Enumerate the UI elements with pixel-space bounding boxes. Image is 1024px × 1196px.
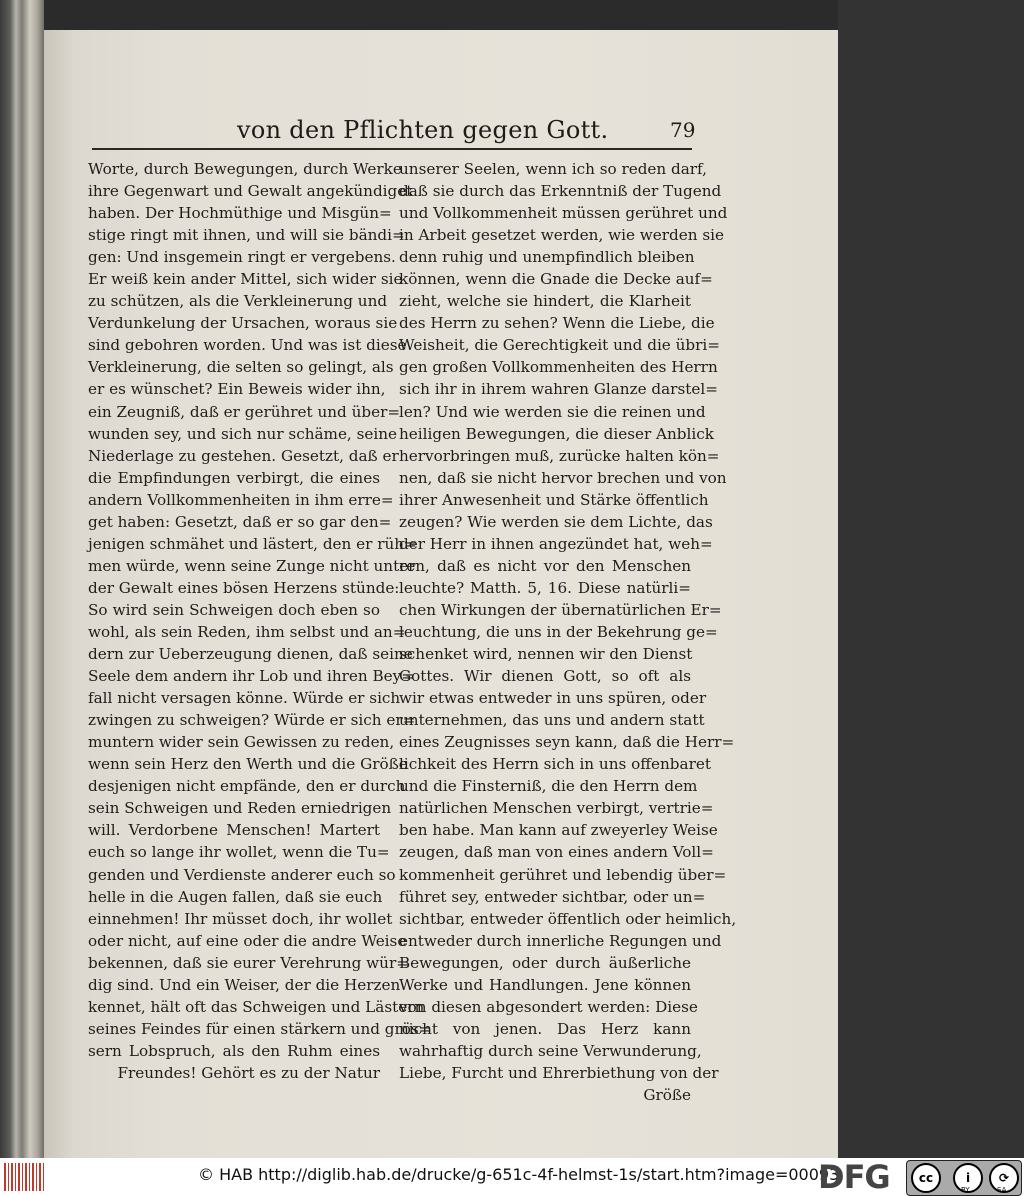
text-line: Gottes. Wir dienen Gott, so oft als xyxy=(399,667,691,686)
text-line: oder nicht, auf eine oder die andre Weise xyxy=(88,931,407,950)
text-line: men würde, wenn seine Zunge nicht unter xyxy=(88,556,416,575)
text-line: entweder durch innerliche Regungen und xyxy=(399,931,722,950)
text-line: Verkleinerung, die selten so gelingt, als xyxy=(88,358,394,377)
text-line: ein Zeugniß, daß er gerühret und über= xyxy=(88,402,401,421)
text-line: stige ringt mit ihnen, und will sie bändi= xyxy=(88,226,405,245)
text-line: seines Feindes für einen stärkern und grös= xyxy=(88,1019,432,1038)
text-line: wenn sein Herz den Werth und die Größe xyxy=(88,755,408,774)
page-number: 79 xyxy=(670,118,696,142)
text-line: nen, daß sie nicht hervor brechen und von xyxy=(399,468,727,487)
text-line: der Herr in ihnen angezündet hat, weh= xyxy=(399,534,713,553)
scan-background xyxy=(838,0,1024,1158)
text-line: Liebe, Furcht und Ehrerbiethung von der xyxy=(399,1063,719,1082)
text-line: dig sind. Und ein Weiser, der die Herzen xyxy=(88,975,401,994)
text-line: unternehmen, das uns und andern statt xyxy=(399,711,705,730)
text-line: zieht, welche sie hindert, die Klarheit xyxy=(399,292,691,311)
text-line: schenket wird, nennen wir den Dienst xyxy=(399,645,693,664)
cc-license-badge[interactable] xyxy=(906,1160,1022,1196)
text-line: der Gewalt eines bösen Herzens stünde: xyxy=(88,578,400,597)
text-line: zeugen? Wie werden sie dem Lichte, das xyxy=(399,512,713,531)
header-rule xyxy=(92,148,692,150)
text-line: wir etwas entweder in uns spüren, oder xyxy=(399,689,707,708)
text-line: führet sey, entweder sichtbar, oder un= xyxy=(399,887,706,906)
text-line: können, wenn die Gnade die Decke auf= xyxy=(399,270,713,289)
text-line: und Vollkommenheit müssen gerühret und xyxy=(399,204,728,223)
barcode-icon xyxy=(4,1163,46,1191)
by-icon: i xyxy=(953,1163,983,1193)
text-column-right xyxy=(399,158,737,1106)
text-column-left xyxy=(88,158,432,1084)
catchword: Größe xyxy=(643,1085,691,1104)
text-line: hervorbringen muß, zurücke halten kön= xyxy=(399,446,720,465)
text-line: kennet, hält oft das Schweigen und Lästern xyxy=(88,997,425,1016)
sa-icon: ⟳ xyxy=(989,1163,1019,1193)
text-line: gen großen Vollkommenheiten des Herrn xyxy=(399,358,718,377)
text-line: in Arbeit gesetzet werden, wie werden sie xyxy=(399,226,724,245)
cc-icon: cc xyxy=(911,1163,941,1193)
text-line: unserer Seelen, wenn ich so reden darf, xyxy=(399,160,707,178)
by-label: BY xyxy=(961,1186,970,1194)
text-line: sich ihr in ihrem wahren Glanze darstel= xyxy=(399,380,718,399)
text-line: ren, daß es nicht vor den Menschen xyxy=(399,556,691,575)
text-line: nicht von jenen. Das Herz kann xyxy=(399,1019,691,1038)
text-line: will. Verdorbene Menschen! Martert xyxy=(88,821,380,840)
text-line: ihrer Anwesenheit und Stärke öffentlich xyxy=(399,490,709,509)
text-line: wunden sey, und sich nur schäme, seine xyxy=(88,424,397,443)
text-line: muntern wider sein Gewissen zu reden, xyxy=(88,733,395,752)
text-line: fall nicht versagen könne. Würde er sich xyxy=(88,689,401,708)
text-line: jenigen schmähet und lästert, den er rüh= xyxy=(88,534,417,553)
text-line: Er weiß kein ander Mittel, sich wider sie xyxy=(88,270,403,289)
text-line: euch so lange ihr wollet, wenn die Tu= xyxy=(88,843,390,862)
text-line: und die Finsterniß, die den Herrn dem xyxy=(399,777,698,796)
text-line: leuchtung, die uns in der Bekehrung ge= xyxy=(399,622,718,641)
text-line: eines Zeugnisses seyn kann, daß die Herr= xyxy=(399,733,735,752)
book-binding-edge xyxy=(0,0,44,1158)
text-line: bekennen, daß sie eurer Verehrung wür= xyxy=(88,953,409,972)
text-line: des Herrn zu sehen? Wenn die Liebe, die xyxy=(399,314,715,333)
dfg-logo: DFG xyxy=(818,1158,890,1196)
text-line: genden und Verdienste anderer euch so xyxy=(88,865,396,884)
text-line: chen Wirkungen der übernatürlichen Er= xyxy=(399,600,722,619)
text-line: sein Schweigen und Reden erniedrigen xyxy=(88,799,392,818)
text-line: einnehmen! Ihr müsset doch, ihr wollet xyxy=(88,909,393,928)
text-line: von diesen abgesondert werden: Diese xyxy=(399,997,698,1016)
text-line: lichkeit des Herrn sich in uns offenbaret xyxy=(399,755,711,774)
text-line: Worte, durch Bewegungen, durch Werke xyxy=(88,160,402,178)
text-line: denn ruhig und unempfindlich bleiben xyxy=(399,248,695,267)
text-line: wahrhaftig durch seine Verwunderung, xyxy=(399,1041,702,1060)
text-line: leuchte? Matth. 5, 16. Diese natürli= xyxy=(399,578,691,597)
text-line: gen: Und insgemein ringt er vergebens. xyxy=(88,248,396,267)
text-line: len? Und wie werden sie die reinen und xyxy=(399,402,706,421)
text-line: Seele dem andern ihr Lob und ihren Bey= xyxy=(88,667,414,686)
text-line: get haben: Gesetzt, daß er so gar den= xyxy=(88,512,392,531)
text-line: dern zur Ueberzeugung dienen, daß seine xyxy=(88,645,413,664)
text-line: zu schützen, als die Verkleinerung und xyxy=(88,292,388,311)
text-line: Bewegungen, oder durch äußerliche xyxy=(399,953,691,972)
sa-label: SA xyxy=(997,1186,1007,1194)
text-line: So wird sein Schweigen doch eben so xyxy=(88,600,380,619)
text-line: andern Vollkommenheiten in ihm erre= xyxy=(88,490,394,509)
text-line: natürlichen Menschen verbirgt, vertrie= xyxy=(399,799,714,818)
text-line: kommenheit gerühret und lebendig über= xyxy=(399,865,727,884)
running-title: von den Pflichten gegen Gott. xyxy=(237,116,609,144)
text-line: heiligen Bewegungen, die dieser Anblick xyxy=(399,424,714,443)
text-line: haben. Der Hochmüthige und Misgün= xyxy=(88,204,392,223)
text-line: wohl, als sein Reden, ihm selbst und an= xyxy=(88,622,406,641)
text-line: desjenigen nicht empfände, den er durch xyxy=(88,777,406,796)
text-line: daß sie durch das Erkenntniß der Tugend xyxy=(399,182,722,201)
text-line: Werke und Handlungen. Jene können xyxy=(399,975,691,994)
text-line: die Empfindungen verbirgt, die eines xyxy=(88,468,380,487)
text-line: Weisheit, die Gerechtigkeit und die übri= xyxy=(399,336,720,355)
text-line: zwingen zu schweigen? Würde er sich er= xyxy=(88,711,416,730)
text-line: Freundes! Gehört es zu der Natur xyxy=(117,1063,380,1082)
text-line: ihre Gegenwart und Gewalt angekündiget xyxy=(88,182,413,201)
text-line: er es wünschet? Ein Beweis wider ihn, xyxy=(88,380,386,399)
text-line: ben habe. Man kann auf zweyerley Weise xyxy=(399,821,718,840)
text-line: sichtbar, entweder öffentlich oder heimlich, xyxy=(399,909,737,928)
text-line: Niederlage zu gestehen. Gesetzt, daß er xyxy=(88,446,399,465)
text-line: sern Lobspruch, als den Ruhm eines xyxy=(88,1041,380,1060)
text-line: helle in die Augen fallen, daß sie euch xyxy=(88,887,383,906)
text-line: Verdunkelung der Ursachen, woraus sie xyxy=(88,314,398,333)
text-line: zeugen, daß man von eines andern Voll= xyxy=(399,843,714,862)
text-line: sind gebohren worden. Und was ist diese xyxy=(88,336,407,355)
page-header xyxy=(92,88,696,148)
copyright-link[interactable]: © HAB http://diglib.hab.de/drucke/g-651c-4f-helmst-1s/start.htm?image=00093 xyxy=(198,1165,840,1184)
